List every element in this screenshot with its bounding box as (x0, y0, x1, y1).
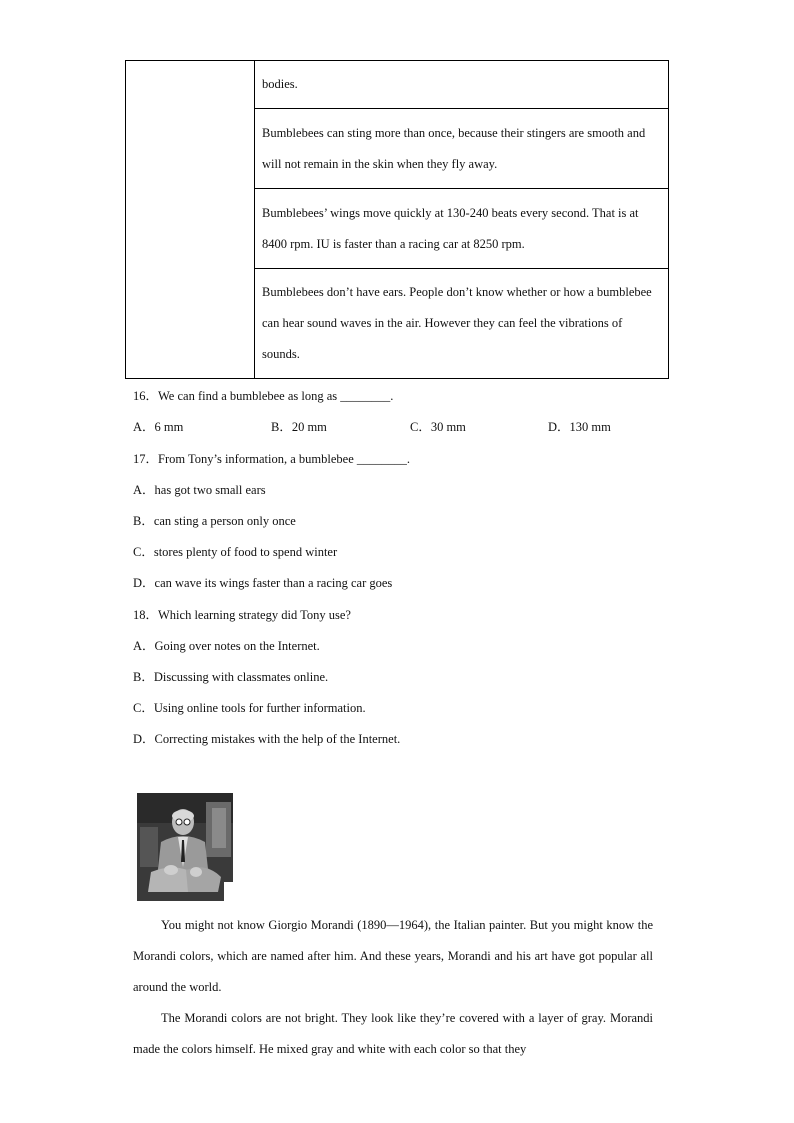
table-row: Bumblebees’ wings move quickly at 130-240 beats every second. That is at 8400 rpm. IU is faster than a racing car at 8250 rpm. (255, 189, 669, 269)
bumblebee-info-table (125, 60, 669, 379)
q17-option-c[interactable]: C．stores plenty of food to spend winter (133, 545, 338, 559)
q18-option-c[interactable]: C．Using online tools for further information. (133, 701, 366, 715)
morandi-photo (136, 792, 236, 902)
table-row: Bumblebees don’t have ears. People don’t know whether or how a bumblebee can hear sound waves in the air. However they can feel the vibrations of sounds. (255, 269, 669, 379)
q17-option-b[interactable]: B．can sting a person only once (133, 514, 296, 528)
q18-option-d[interactable]: D．Correcting mistakes with the help of the Internet. (133, 732, 401, 746)
question-17-stem: 17．From Tony’s information, a bumblebee ________. (133, 452, 410, 466)
q17-option-a[interactable]: A．has got two small ears (133, 483, 266, 497)
passage-paragraph-1: You might not know Giorgio Morandi (1890—1964), the Italian painter. But you might know the Morandi colors, which are named after him. And these years, Morandi and his art have got popular all around the world. (133, 918, 653, 994)
passage-paragraph-2: The Morandi colors are not bright. They look like they’re covered with a layer of gray. Morandi made the colors himself. He mixed gray and white with each color so that they (133, 1011, 653, 1056)
question-16-stem: 16．We can find a bumblebee as long as ________. (133, 389, 394, 403)
morandi-photo-image (136, 792, 236, 902)
table-left-cell (126, 61, 255, 379)
question-18-stem: 18．Which learning strategy did Tony use? (133, 608, 351, 622)
table-row: Bumblebees can sting more than once, because their stingers are smooth and will not remain in the skin when they fly away. (255, 109, 669, 189)
q16-option-c[interactable]: C．30 mm (410, 420, 466, 434)
q18-option-a[interactable]: A．Going over notes on the Internet. (133, 639, 320, 653)
q17-option-d[interactable]: D．can wave its wings faster than a racing car goes (133, 576, 393, 590)
q16-option-b[interactable]: B．20 mm (271, 420, 327, 434)
q16-option-d[interactable]: D．130 mm (548, 420, 611, 434)
q16-option-a[interactable]: A．6 mm (133, 420, 184, 434)
q18-option-b[interactable]: B．Discussing with classmates online. (133, 670, 329, 684)
table-row: bodies. (255, 61, 669, 109)
